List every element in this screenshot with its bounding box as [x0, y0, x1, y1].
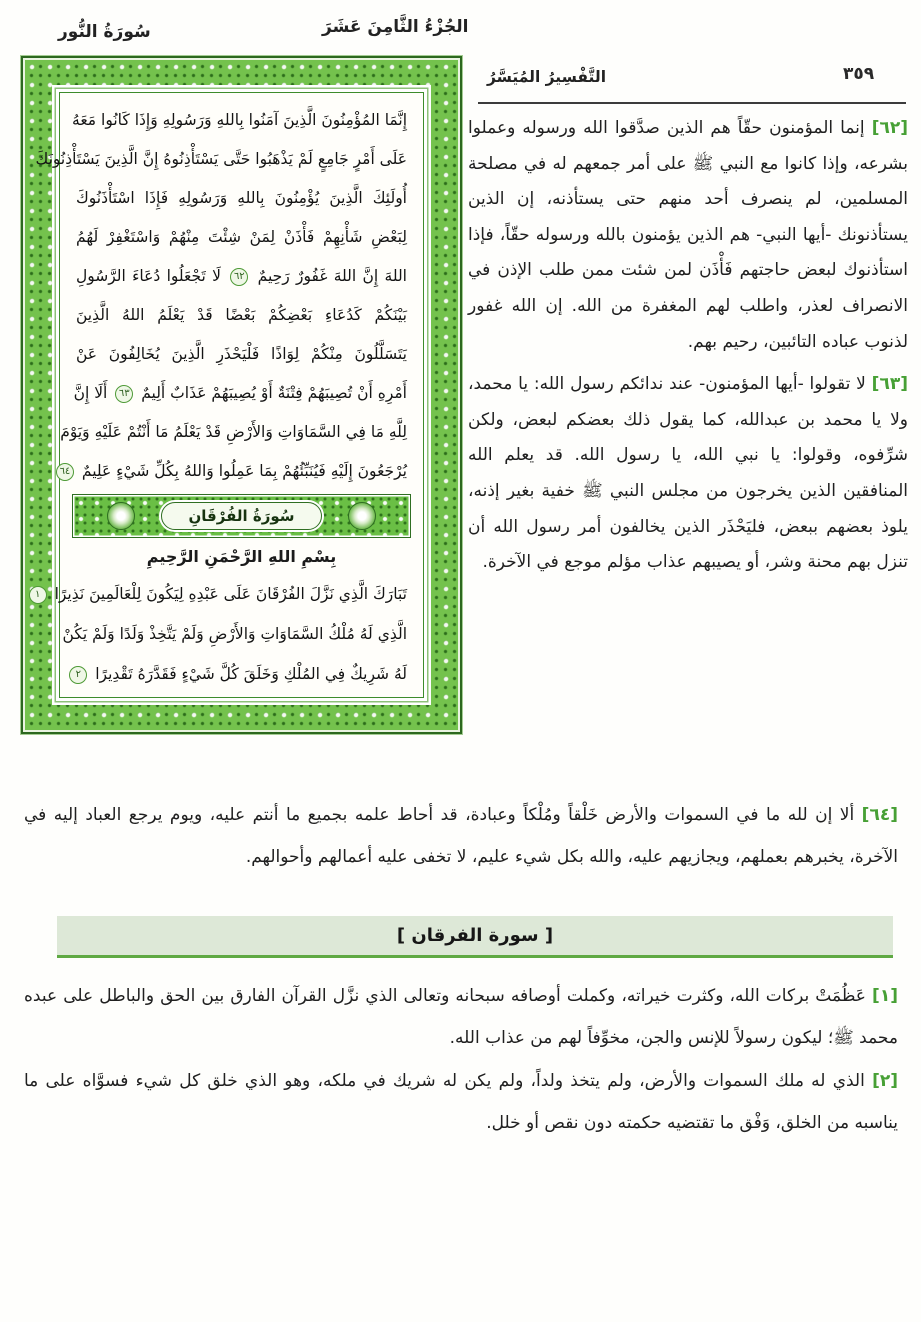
ayah-text: يَتَسَلَّلُونَ مِنْكُمْ لِوَاذًا فَلْيَحْذَرِ الَّذِينَ يُخَالِفُونَ عَنْ [76, 345, 407, 363]
quran-line [72, 101, 411, 140]
tafsir-column [468, 111, 908, 581]
ayah-text: الَّذِي لَهُ مُلْكُ السَّمَاوَاتِ وَالأَرْضِ وَلَمْ يَتَّخِذْ وَلَدًا وَلَمْ يَكُنْ [62, 625, 407, 643]
tafsir-verse-63-text: لا تقولوا -أيها المؤمنون- عند ندائكم رسول الله: يا محمد، ولا يا محمد بن عبدالله، كما يقول ذلك بعضكم لبعض، ولكن شرِّفوه، وقولوا: يا نبي الله، يا رسول الله. قد يعلم الله المنافقين الذين يخرجون من مجلس النبي ﷺ خفية بغير إذنه، يلوذ بعضهم ببعض، فليَحْذَر الذين يخالفون أمر رسول الله أن تنزل بهم محنة وشر، أو يصيبهم عذاب مؤلم موجع في الآخرة. [468, 374, 908, 573]
ayah-number-badge: ٦٣ [115, 385, 133, 403]
ayah-text: عَلَى أَمْرٍ جَامِعٍ لَمْ يَذْهَبُوا حَتَّى يَسْتَأْذِنُوهُ إِنَّ الَّذِينَ يَسْتَأْذِنُونَكَ [35, 150, 407, 168]
page-number: ٣٥٩ [843, 64, 875, 84]
verse-2-marker: [٢] [872, 1071, 899, 1091]
tafsir-furqan-verse-1-paragraph [24, 976, 898, 1059]
ayah-number-badge: ١ [29, 586, 47, 604]
ayah-number-badge: ٢ [69, 666, 87, 684]
quran-line [72, 257, 411, 296]
surah-an-nur-header-label: سُورَةُ النُّور [58, 22, 151, 42]
surah-banner-cartouche [161, 502, 321, 530]
ayah-text: تَبَارَكَ الَّذِي نَزَّلَ الفُرْقَانَ عَلَى عَبْدِهِ لِيَكُونَ لِلْعَالَمِينَ نَذِيرًا [54, 585, 407, 603]
ayah-text: أَمْرِهِ أَنْ تُصِيبَهُمْ فِتْنَةٌ أَوْ يُصِيبَهُمْ عَذَابٌ أَلِيمٌ [141, 384, 407, 402]
tafsir-verse-62-paragraph [468, 111, 908, 360]
quran-text-area [34, 92, 424, 698]
quran-line [72, 218, 411, 257]
tafsir-furqan-verse-2-paragraph [24, 1061, 898, 1144]
quran-line [35, 140, 411, 179]
quran-line [59, 452, 411, 491]
surah-banner-title: سُورَةُ الفُرْقَانِ [188, 507, 295, 525]
ayah-text: اللهَ إِنَّ اللهَ غَفُورٌ رَحِيمٌ [257, 267, 407, 285]
quran-line [72, 335, 411, 374]
quran-line [62, 614, 411, 654]
quran-line [72, 374, 411, 413]
quran-ornate-frame [21, 56, 462, 734]
quran-line [60, 413, 411, 452]
tafsir-muyassar-title: التَّفْسِيرُ المُيَسَّرُ [487, 68, 607, 86]
header-divider-rule [478, 102, 906, 104]
quran-line [72, 179, 411, 218]
ayah-text: لِلَّهِ مَا فِي السَّمَاوَاتِ وَالأَرْضِ قَدْ يَعْلَمُ مَا أَنْتُمْ عَلَيْهِ وَيَوْمَ [60, 423, 407, 441]
quran-line [34, 574, 411, 614]
ayah-number-badge: ٦٢ [230, 268, 248, 286]
ayah-text: أُولَئِكَ الَّذِينَ يُؤْمِنُونَ بِاللهِ وَرَسُولِهِ فَإِذَا اسْتَأْذَنُوكَ [76, 189, 407, 207]
surah-al-furqan-section-banner: [ سورة الفرقان ] [57, 916, 893, 958]
rosette-ornament-icon [348, 502, 376, 530]
ayah-text: بَيْنَكُمْ كَدُعَاءِ بَعْضِكُمْ بَعْضًا قَدْ يَعْلَمُ اللهُ الَّذِينَ [76, 306, 407, 324]
juz-eighteen-header-label: الجُزْءُ الثَّامِنَ عَشَرَ [322, 17, 469, 37]
ayah-number-badge: ٦٤ [56, 463, 74, 481]
tafsir-verse-64-paragraph [24, 795, 898, 878]
quran-line [72, 296, 411, 335]
bismillah-line: بِسْمِ اللهِ الرَّحْمَنِ الرَّحِيمِ [146, 547, 337, 566]
tafsir-verse-62-text: إنما المؤمنون حقّاً هم الذين صدَّقوا الله ورسوله وعملوا بشرعه، وإذا كانوا مع النبي ﷺ على أمر جمعهم له في مصلحة المسلمين، لم ينصرف أحد منهم حتى يستأذنه، إن الذين يستأذنونك -أيها النبي- هم الذين يؤمنون بالله ورسوله حقّاً، فإذا استأذنوك لبعض حاجتهم فَأْذَن لمن شئت ممن طلب الإذن في الانصراف لعذر، واطلب لهم المغفرة من الله. إن الله غفور لذنوب عباده التائبين، رحيم بهم. [468, 118, 908, 352]
verse-62-marker: [٦٢] [871, 118, 909, 138]
tafsir-verse-63-paragraph [468, 367, 908, 581]
tafsir-verse-64-text: ألا إن لله ما في السموات والأرض خَلْقاً ومُلْكاً وعبادة، قد أحاط علمه بجميع ما أنتم عليه، ويوم يرجع العباد إليه في الآخرة، يخبرهم بعملهم، ويجازيهم عليه، والله بكل شيء عليم، لا تخفى عليه أعمالهم وأحوالهم. [24, 805, 898, 867]
tafsir-furqan-verse-2-text: الذي له ملك السموات والأرض، ولم يتخذ ولداً، ولم يكن له شريك في ملكه، وهو الذي خلق كل شيء فسوَّاه على ما يناسبه من الخلق، وَفْق ما تقتضيه حكمته دون نقص أو خلل. [24, 1071, 898, 1133]
ayah-text: لَهُ شَرِيكٌ فِي المُلْكِ وَخَلَقَ كُلَّ شَيْءٍ فَقَدَّرَهُ تَقْدِيرًا [95, 665, 407, 683]
tafsir-furqan-verse-1-text: عَظُمَتْ بركات الله، وكثرت خيراته، وكملت أوصافه سبحانه وتعالى الذي نزَّل القرآن الفارق بين الحق والباطل على عبده محمد ﷺ؛ ليكون رسولاً للإنس والجن، مخوِّفاً لهم من عذاب الله. [24, 986, 898, 1048]
surah-al-furqan-banner [72, 494, 411, 538]
verse-64-marker: [٦٤] [861, 805, 898, 825]
ayah-text: لِبَعْضِ شَأْنِهِمْ فَأْذَنْ لِمَنْ شِئْتَ مِنْهُمْ وَاسْتَغْفِرْ لَهُمُ [76, 228, 407, 246]
rosette-ornament-icon [107, 502, 135, 530]
ayah-text: يُرْجَعُونَ إِلَيْهِ فَيُنَبِّئُهُمْ بِمَا عَمِلُوا وَاللهُ بِكُلِّ شَيْءٍ عَلِيمٌ [81, 462, 407, 480]
ayah-text: إِنَّمَا المُؤْمِنُونَ الَّذِينَ آمَنُوا بِاللهِ وَرَسُولِهِ وَإِذَا كَانُوا مَعَهُ [72, 111, 407, 129]
ayah-text: لَا تَجْعَلُوا دُعَاءَ الرَّسُولِ [76, 267, 221, 285]
verse-63-marker: [٦٣] [871, 374, 908, 395]
verse-1-marker: [١] [872, 986, 898, 1006]
quran-line [72, 654, 411, 694]
ayah-text: أَلَا إِنَّ [73, 384, 108, 402]
